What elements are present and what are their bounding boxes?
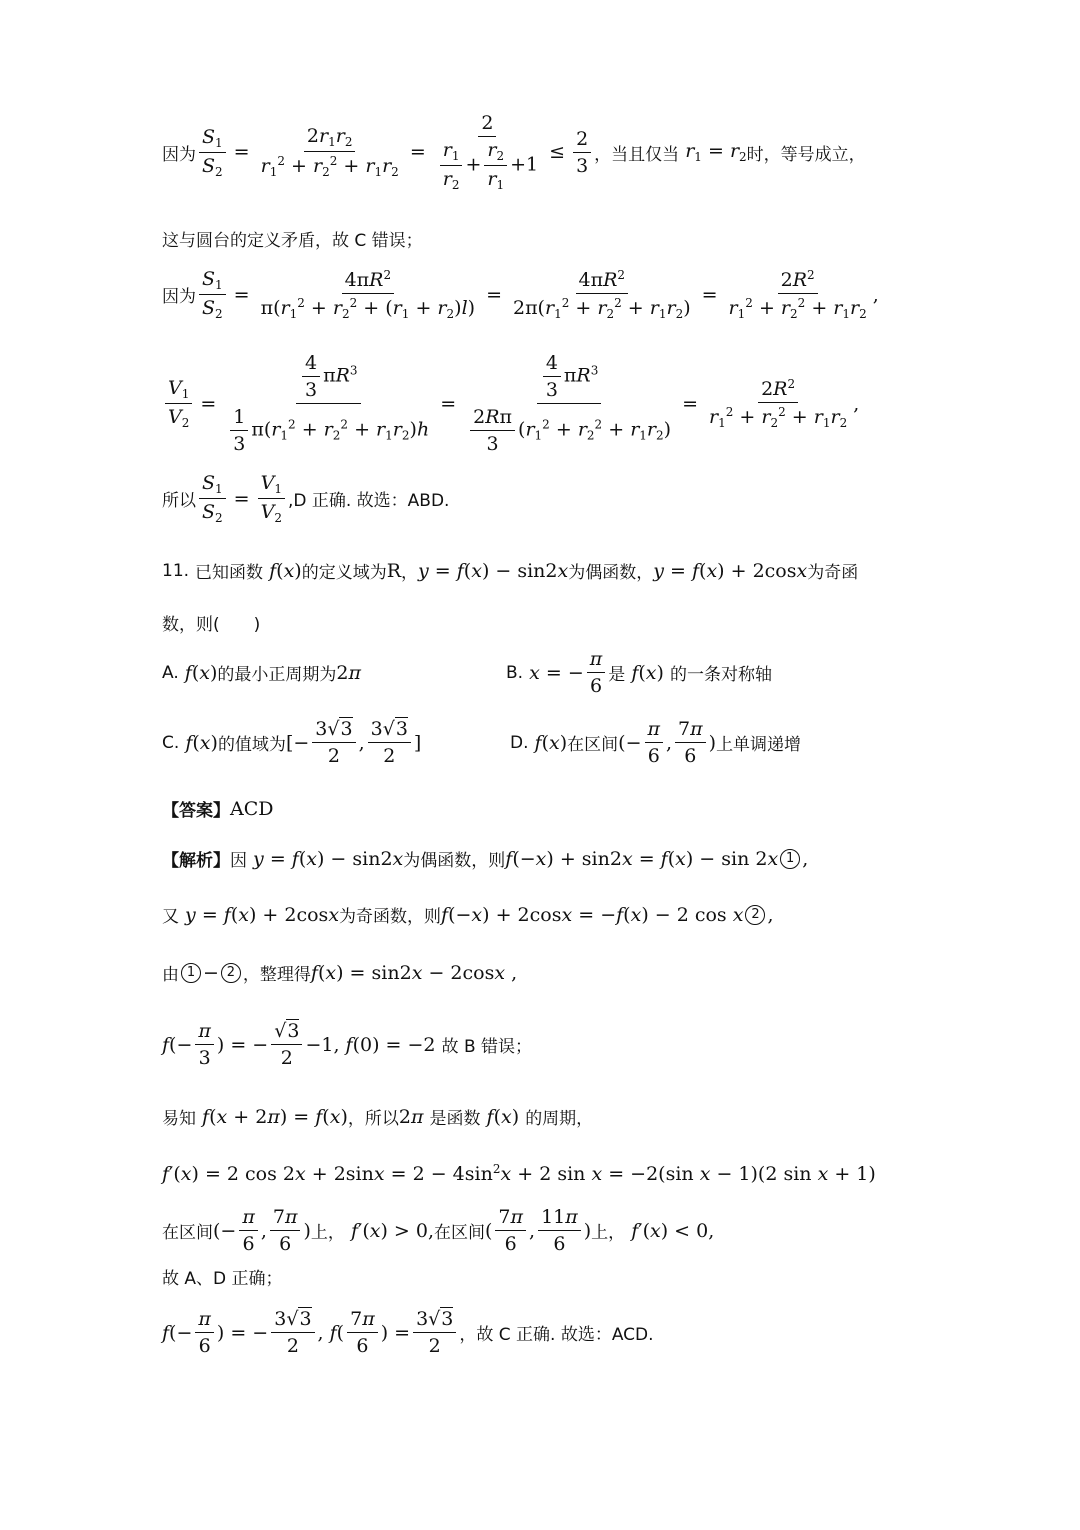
- frac-pi-6-b: $\frac{\pi}{6}$: [587, 648, 606, 697]
- q-text2: 的定义域为: [301, 563, 387, 583]
- option-d-text1: 在区间: [567, 735, 619, 755]
- q-domain: R: [386, 559, 402, 582]
- an9-tail: ，故 C 正确. 故选：ACD.: [459, 1325, 654, 1345]
- circled-number-1b: 1: [181, 963, 201, 983]
- option-a-text: 的最小正周期为: [217, 665, 337, 685]
- frac-7pi-6-f: $\frac{7\pi}{6}$: [495, 1206, 526, 1255]
- an1-a: 因: [230, 851, 247, 871]
- an3-a: 由: [162, 965, 179, 985]
- option-a: A. f(x) 的最小正周期为 2π: [162, 661, 361, 685]
- frac-7pi-6-g: $\frac{7\pi}{6}$: [347, 1308, 378, 1357]
- frac-pi-6-g: $\frac{\pi}{6}$: [195, 1308, 214, 1357]
- text-because: 因为: [162, 144, 196, 165]
- circled-number-2b: 2: [221, 963, 241, 983]
- frac-volume-b: $\frac{4}{3}$ $\pi R^3$ $\frac{2R\pi}{3}$ $(r_1^2 + r_2^2 + r_1r_2)$: [464, 352, 674, 455]
- frac-7pi-6-d: $\frac{7\pi}{6}$: [675, 718, 706, 767]
- an4-tail: 故 B 错误；: [441, 1037, 533, 1057]
- text-because-2: 因为: [162, 287, 196, 307]
- text-contradiction: 这与圆台的定义矛盾，故 C 错误；: [162, 231, 423, 251]
- frac-2r1r2: $\frac{2r_1r_2}{r_1^2 + r_2^2 + r_1r_2}$: [260, 125, 399, 179]
- analysis-line-4: f(− $\frac{\pi}{3}$ ) = − $\frac{√3}{2}$ −1, f(0) = −2 故 B 错误；: [162, 1020, 533, 1069]
- frac-pi-6-d: $\frac{\pi}{6}$: [645, 718, 664, 767]
- frac-2R2-b: $\frac{2R^2}{r_1^2 + r_2^2 + r_1r_2}$: [709, 377, 848, 430]
- analysis-line-8: 故 A、D 正确；: [162, 1269, 283, 1289]
- an3-b: ，整理得: [242, 965, 311, 985]
- an5-b: ，所以: [347, 1109, 399, 1129]
- frac-pi-6-e: $\frac{\pi}{6}$: [239, 1206, 258, 1255]
- an7-b: 上，: [310, 1223, 345, 1243]
- frac-2-3: $\frac{2}{3}$: [573, 128, 591, 177]
- math-line-s-ratio-surface: 因为 $\frac{S_1}{S_2}$ = $\frac{4\pi R^2}{\pi(r_1^2 + r_2^2 + (r_1 + r_2)l)}$ = $\frac{4\pi R^2}{2\pi(r_1^2 + r_2^2 + r_1r_2)}$ = $\frac{2R^2}{r_1^2 + r_2^2 + r_1r_2}$ ,: [162, 268, 879, 321]
- text-d-correct: ,D 正确. 故选：ABD.: [287, 491, 450, 511]
- option-a-label: A.: [162, 662, 179, 683]
- frac-4piR2-a: $\frac{4\pi R^2}{\pi(r_1^2 + r_2^2 + (r_1 + r_2)l)}$: [260, 268, 476, 321]
- analysis-line-3: 由 1 − 2 ，整理得 f(x) = sin2x − 2cosx ,: [162, 961, 518, 985]
- math-line-v-ratio: $\frac{V_1}{V_2}$ = $\frac{4}{3}$ $\pi R^3$ $\frac{1}{3}$ $\pi(r_1^2 + r_2^2 + r_1r_2)h$ = $\frac{4}{3}$ $\pi R^3$ $\frac{2R\pi}{3}$ $(r_1^2 + r_2^2 + r_1r_2)$ = $\frac{2R^2}{r_1^2 + r_2^2 + r_1r_2}$ ,: [162, 352, 859, 455]
- option-d: D. f(x) 在区间 (− $\frac{\pi}{6}$ , $\frac{7\pi}{6}$ ) 上单调递增: [510, 718, 802, 767]
- math-line-conclusion-abd: 所以 $\frac{S_1}{S_2}$ = $\frac{V_1}{V_2}$ ,D 正确. 故选：ABD.: [162, 472, 450, 525]
- an7-c: 在区间: [434, 1223, 485, 1243]
- s-ratio-2: $\frac{S_1}{S_2}$: [199, 268, 226, 321]
- analysis-line-7: 在区间 (− $\frac{\pi}{6}$ , $\frac{7\pi}{6}$ ) 上， f′(x) > 0, 在区间 ( $\frac{7\pi}{6}$ , $\frac{11\pi}{6}$ ) 上， f′(x) < 0,: [162, 1206, 715, 1255]
- an5-d: 的周期，: [525, 1109, 594, 1129]
- analysis-line-5: 易知 f(x + 2π) = f(x) ，所以 2π 是函数 f(x) 的周期，: [162, 1105, 594, 1129]
- frac-7pi-6-e: $\frac{7\pi}{6}$: [270, 1206, 301, 1255]
- an1-b: 为偶函数，则: [403, 851, 506, 871]
- analysis-line-2: 又 y = f(x) + 2cosx 为奇函数，则 f(−x) + 2cosx = −f(x) − 2 cos x 2 ,: [162, 903, 774, 927]
- answer-line: [162, 796, 274, 821]
- frac-3sqrt3-2-c: $\frac{3√3}{2}$: [271, 1308, 314, 1357]
- text-so: 所以: [162, 491, 196, 511]
- frac-3sqrt3-2-b: $\frac{3√3}{2}$: [368, 718, 411, 767]
- analysis-line-6: f′(x) = 2 $\cos 2x + 2\sin x = 2 - 4\sin^2x + 2$ sin x = −2(sin x − 1)(2 sin x + 1): [162, 1162, 876, 1185]
- question-11-line1: 11. 已知函数 f(x) 的定义域为 R ， y = f(x) − sin2x 为偶函数， y = f(x) + 2cosx 为奇函: [162, 559, 859, 583]
- analysis-line-1: 【解析】 因 y = f(x) − sin2x 为偶函数，则 f(−x) + sin2x = f(x) − sin 2x 1 ,: [162, 847, 809, 871]
- option-b: B. x = − $\frac{\pi}{6}$ 是 f(x) 的一条对称轴: [506, 648, 772, 697]
- frac-11pi-6: $\frac{11\pi}{6}$: [538, 1206, 581, 1255]
- frac-3sqrt3-2-a: $\frac{3√3}{2}$: [312, 718, 355, 767]
- option-c-label: C.: [162, 732, 180, 753]
- math-line-s-ratio-inequality: 因为 $\frac{S_1}{S_2}$ = $\frac{2r_1r_2}{r_1^2 + r_2^2 + r_1r_2}$ = 2 $\frac{r_1}{r_2}$ + $\frac{r_2}{r_1}$ +1 ≤ $\frac{2}{3}$ ，当且仅当 $r_1 = r_2$ 时，等号成立，: [162, 112, 866, 192]
- option-c: C. f(x) 的值域为 [− $\frac{3√3}{2}$ , $\frac{3√3}{2}$ ]: [162, 718, 422, 767]
- analysis-label: 【解析】: [162, 851, 230, 871]
- an5-a: 易知: [162, 1109, 196, 1129]
- question-number: 11.: [162, 560, 190, 581]
- an5-c: 是函数: [429, 1109, 481, 1129]
- option-d-text2: 上单调递增: [716, 735, 802, 755]
- q-text4: 为偶函数，: [568, 563, 654, 583]
- frac-4piR2-b: $\frac{4\pi R^2}{2\pi(r_1^2 + r_2^2 + r_1r_2)}$: [512, 268, 691, 321]
- analysis-line-9: f(− $\frac{\pi}{6}$ ) = − $\frac{3√3}{2}$ , f( $\frac{7\pi}{6}$ ) = $\frac{3√3}{2}$ ，故 C 正确. 故选：ACD.: [162, 1308, 654, 1357]
- text-equality-tail: 时，等号成立，: [746, 144, 866, 165]
- s-ratio: $\frac{S_1}{S_2}$: [199, 126, 226, 179]
- s-ratio-3: $\frac{S_1}{S_2}$: [199, 472, 226, 525]
- option-c-text: 的值域为: [217, 735, 286, 755]
- frac-volume-a: $\frac{4}{3}$ $\pi R^3$ $\frac{1}{3}$ $\pi(r_1^2 + r_2^2 + r_1r_2)h$: [224, 352, 432, 455]
- q-text3: ，: [401, 563, 419, 583]
- frac-2R2-a: $\frac{2R^2}{r_1^2 + r_2^2 + r_1r_2}$: [728, 268, 867, 321]
- option-b-label: B.: [506, 662, 524, 683]
- v-ratio: $\frac{V_1}{V_2}$: [165, 377, 192, 430]
- answer-value: ACD: [230, 797, 274, 820]
- v-ratio-2: $\frac{V_1}{V_2}$: [258, 472, 285, 525]
- frac-3sqrt3-2-d: $\frac{3√3}{2}$: [413, 1308, 456, 1357]
- answer-label: 【答案】: [162, 801, 230, 821]
- frac-sqrt3-2: $\frac{√3}{2}$: [271, 1020, 302, 1069]
- q-text1: 已知函数: [195, 563, 264, 583]
- an7-d: 上，: [591, 1223, 626, 1243]
- q-text5: 为奇函: [807, 563, 859, 583]
- an2-a: 又: [162, 907, 179, 927]
- option-b-text1: 是: [608, 665, 626, 685]
- question-11-line2: 数，则( ): [162, 615, 261, 635]
- text-equality: ，当且仅当: [594, 144, 680, 165]
- circled-number-1: 1: [780, 849, 800, 869]
- frac-pi-3: $\frac{\pi}{3}$: [195, 1020, 214, 1069]
- an7-a: 在区间: [162, 1223, 213, 1243]
- circled-number-2: 2: [745, 905, 765, 925]
- an2-b: 为奇函数，则: [339, 907, 442, 927]
- option-d-label: D.: [510, 732, 529, 753]
- frac-2-over-sum: 2 $\frac{r_1}{r_2}$ + $\frac{r_2}{r_1}$ +1: [434, 112, 541, 192]
- option-b-text2: 的一条对称轴: [669, 665, 772, 685]
